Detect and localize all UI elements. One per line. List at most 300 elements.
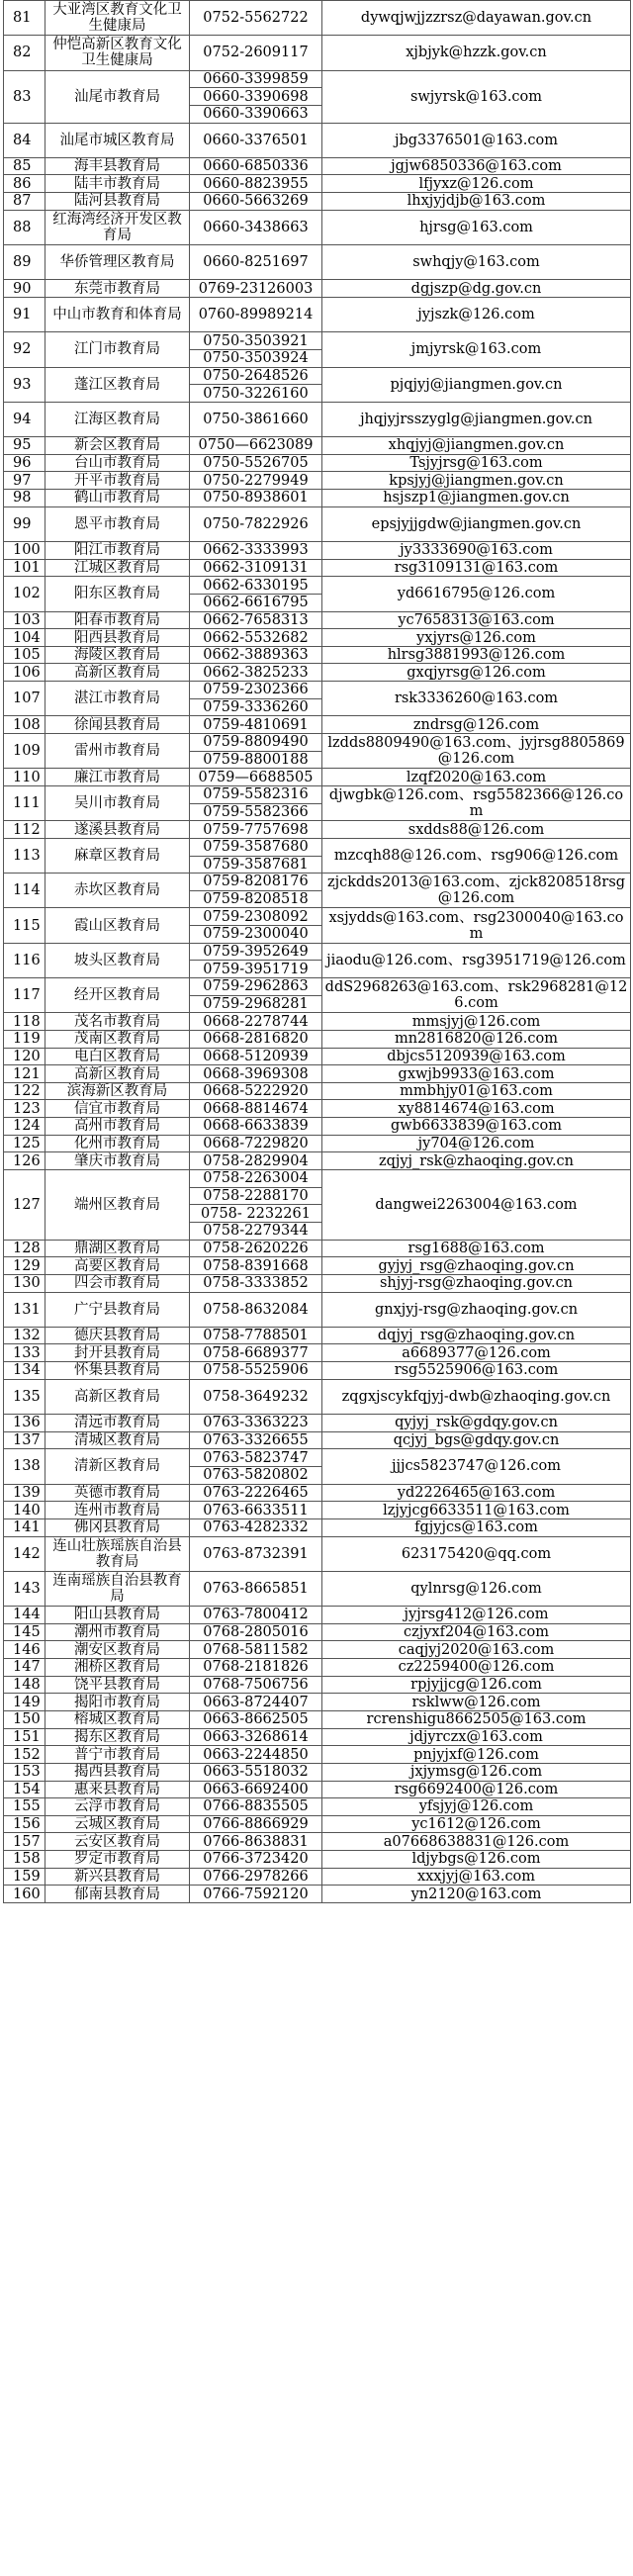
department-name: 信宜市教育局 [45, 1100, 190, 1118]
department-name: 阳江市教育局 [45, 541, 190, 559]
table-row [4, 1030, 631, 1048]
department-name: 四会市教育局 [45, 1274, 190, 1292]
department-name: 饶平县教育局 [45, 1676, 190, 1694]
phone-number: 0759-8809490 [190, 734, 322, 752]
email-address: xy8814674@163.com [322, 1100, 631, 1118]
email-address: zjckdds2013@163.com、zjck8208518rsg@126.com [322, 874, 631, 908]
phone-number: 0759-3587681 [190, 856, 322, 874]
phone-number: 0763-3326655 [190, 1431, 322, 1449]
email-address: jxjymsg@126.com [322, 1763, 631, 1781]
row-number: 123 [4, 1100, 45, 1118]
phone-number: 0759-5582366 [190, 803, 322, 821]
table-row [4, 821, 631, 839]
department-name: 封开县教育局 [45, 1344, 190, 1362]
email-address: rsklww@126.com [322, 1694, 631, 1711]
phone-number: 0758-8632084 [190, 1292, 322, 1327]
table-row [4, 123, 631, 157]
table-row [4, 1746, 631, 1764]
row-number: 157 [4, 1833, 45, 1851]
department-name: 陆河县教育局 [45, 193, 190, 211]
email-address: mzcqh88@126.com、rsg906@126.com [322, 838, 631, 873]
phone-number: 0759-2968281 [190, 995, 322, 1013]
table-row [4, 1815, 631, 1833]
row-number: 135 [4, 1379, 45, 1414]
table-row [4, 1013, 631, 1031]
row-number: 99 [4, 506, 45, 541]
email-address: dangwei2263004@163.com [322, 1170, 631, 1241]
department-name: 阳春市教育局 [45, 611, 190, 629]
phone-number: 0759-3952649 [190, 943, 322, 961]
row-number: 86 [4, 175, 45, 193]
table-row [4, 1362, 631, 1380]
table-row [4, 978, 631, 996]
department-name: 揭阳市教育局 [45, 1694, 190, 1711]
department-name: 遂溪县教育局 [45, 821, 190, 839]
email-address: yc1612@126.com [322, 1815, 631, 1833]
table-row [4, 1118, 631, 1136]
table-row [4, 682, 631, 699]
row-number: 134 [4, 1362, 45, 1380]
table-row [4, 1607, 631, 1624]
email-address: qyjyj_rsk@gdqy.gov.cn [322, 1415, 631, 1432]
row-number: 160 [4, 1886, 45, 1903]
phone-number: 0662-3109131 [190, 559, 322, 577]
row-number: 96 [4, 454, 45, 472]
phone-number: 0758-8391668 [190, 1257, 322, 1275]
row-number: 85 [4, 157, 45, 175]
phone-number: 0768-2805016 [190, 1623, 322, 1641]
row-number: 113 [4, 838, 45, 873]
phone-number: 0660-3390698 [190, 88, 322, 106]
email-address: qcjyj_bgs@gdqy.gov.cn [322, 1431, 631, 1449]
email-address: jyjszk@126.com [322, 297, 631, 331]
phone-number: 0662-3825233 [190, 664, 322, 682]
table-row [4, 297, 631, 331]
row-number: 140 [4, 1502, 45, 1519]
row-number: 122 [4, 1082, 45, 1100]
email-address: xxxjyj@163.com [322, 1868, 631, 1886]
phone-number: 0759-2962863 [190, 978, 322, 996]
department-name: 云浮市教育局 [45, 1798, 190, 1816]
table-row [4, 646, 631, 664]
email-address: rpjyjjcg@126.com [322, 1676, 631, 1694]
table-row [4, 874, 631, 891]
table-row [4, 664, 631, 682]
phone-number: 0759-5582316 [190, 785, 322, 803]
phone-number: 0660-5663269 [190, 193, 322, 211]
email-address: jmjyrsk@163.com [322, 332, 631, 367]
row-number: 151 [4, 1728, 45, 1746]
row-number: 142 [4, 1536, 45, 1571]
email-address: dbjcs5120939@163.com [322, 1048, 631, 1065]
department-name: 廉江市教育局 [45, 769, 190, 786]
phone-number: 0766-2978266 [190, 1868, 322, 1886]
department-name: 恩平市教育局 [45, 506, 190, 541]
phone-number: 0759-3951719 [190, 961, 322, 978]
phone-number: 0763-7800412 [190, 1607, 322, 1624]
email-address: zqgxjscykfqjyj-dwb@zhaoqing.gov.cn [322, 1379, 631, 1414]
department-name: 中山市教育和体育局 [45, 297, 190, 331]
department-name: 高新区教育局 [45, 1065, 190, 1083]
email-address: a07668638831@126.com [322, 1833, 631, 1851]
phone-number: 0759-7757698 [190, 821, 322, 839]
phone-number: 0759-2300040 [190, 926, 322, 944]
email-address: jy3333690@163.com [322, 541, 631, 559]
email-address: jgjw6850336@163.com [322, 157, 631, 175]
department-name: 潮州市教育局 [45, 1623, 190, 1641]
table-row [4, 1431, 631, 1449]
department-name: 罗定市教育局 [45, 1851, 190, 1869]
table-row [4, 1886, 631, 1903]
email-address: qylnrsg@126.com [322, 1571, 631, 1606]
email-address: rsg1688@163.com [322, 1240, 631, 1257]
department-name: 郁南县教育局 [45, 1886, 190, 1903]
email-address: czjyxf204@163.com [322, 1623, 631, 1641]
phone-number: 0663-3268614 [190, 1728, 322, 1746]
phone-number: 0668-5222920 [190, 1082, 322, 1100]
phone-number: 0752-5562722 [190, 1, 322, 36]
table-row [4, 1065, 631, 1083]
department-name: 高要区教育局 [45, 1257, 190, 1275]
department-name: 汕尾市城区教育局 [45, 123, 190, 157]
department-name: 台山市教育局 [45, 454, 190, 472]
email-address: gnxjyj-rsg@zhaoqing.gov.cn [322, 1292, 631, 1327]
department-name: 榕城区教育局 [45, 1710, 190, 1728]
department-name: 新兴县教育局 [45, 1868, 190, 1886]
row-number: 129 [4, 1257, 45, 1275]
email-address: xsjydds@163.com、rsg2300040@163.com [322, 908, 631, 943]
table-row [4, 611, 631, 629]
department-name: 陆丰市教育局 [45, 175, 190, 193]
phone-number: 0758-2288170 [190, 1187, 322, 1205]
row-number: 150 [4, 1710, 45, 1728]
phone-number: 0759-8208176 [190, 874, 322, 891]
department-name: 清远市教育局 [45, 1415, 190, 1432]
row-number: 93 [4, 367, 45, 402]
table-row [4, 1659, 631, 1677]
table-row [4, 280, 631, 298]
department-name: 坡头区教育局 [45, 943, 190, 977]
table-row [4, 36, 631, 70]
row-number: 97 [4, 472, 45, 490]
email-address: mmbhjy01@163.com [322, 1082, 631, 1100]
phone-number: 0662-3889363 [190, 646, 322, 664]
email-address: cz2259400@126.com [322, 1659, 631, 1677]
table-row [4, 1257, 631, 1275]
email-address: pnjyjxf@126.com [322, 1746, 631, 1764]
phone-number: 0750—6623089 [190, 437, 322, 455]
table-row [4, 490, 631, 507]
table-row [4, 1676, 631, 1694]
email-address: rsg5525906@163.com [322, 1362, 631, 1380]
phone-number: 0758-2263004 [190, 1170, 322, 1188]
phone-number: 0662-7658313 [190, 611, 322, 629]
email-address: ddS2968263@163.com、rsk2968281@126.com [322, 978, 631, 1013]
department-name: 湛江市教育局 [45, 682, 190, 716]
email-address: rsg6692400@126.com [322, 1781, 631, 1798]
phone-number: 0759-2308092 [190, 908, 322, 926]
email-address: yxjyrs@126.com [322, 629, 631, 647]
department-name: 广宁县教育局 [45, 1292, 190, 1327]
row-number: 110 [4, 769, 45, 786]
phone-number: 0763-3363223 [190, 1415, 322, 1432]
row-number: 126 [4, 1152, 45, 1170]
phone-number: 0760-89989214 [190, 297, 322, 331]
table-row [4, 175, 631, 193]
department-name: 大亚湾区教育文化卫生健康局 [45, 1, 190, 36]
phone-number: 0660-3376501 [190, 123, 322, 157]
table-row [4, 1851, 631, 1869]
table-row [4, 1502, 631, 1519]
department-name: 阳东区教育局 [45, 577, 190, 611]
table-row [4, 1292, 631, 1327]
row-number: 105 [4, 646, 45, 664]
department-name: 英德市教育局 [45, 1484, 190, 1502]
phone-number: 0766-7592120 [190, 1886, 322, 1903]
department-name: 开平市教育局 [45, 472, 190, 490]
table-row [4, 1274, 631, 1292]
contact-table [3, 0, 631, 1903]
table-row [4, 402, 631, 436]
department-name: 潮安区教育局 [45, 1641, 190, 1659]
email-address: rcrenshigu8662505@163.com [322, 1710, 631, 1728]
department-name: 云城区教育局 [45, 1815, 190, 1833]
table-row [4, 629, 631, 647]
department-name: 连山壮族瑶族自治县教育局 [45, 1536, 190, 1571]
row-number: 119 [4, 1030, 45, 1048]
phone-number: 0668-3969308 [190, 1065, 322, 1083]
table-row [4, 1623, 631, 1641]
phone-number: 0766-8866929 [190, 1815, 322, 1833]
table-row [4, 1449, 631, 1467]
email-address: gxqjyrsg@126.com [322, 664, 631, 682]
email-address: gyjyj_rsg@zhaoqing.gov.cn [322, 1257, 631, 1275]
table-row [4, 1763, 631, 1781]
phone-number: 0750-3503921 [190, 332, 322, 350]
email-address: jjjcs5823747@126.com [322, 1449, 631, 1484]
department-name: 普宁市教育局 [45, 1746, 190, 1764]
row-number: 130 [4, 1274, 45, 1292]
phone-number: 0668-5120939 [190, 1048, 322, 1065]
row-number: 108 [4, 716, 45, 734]
phone-number: 0663-8662505 [190, 1710, 322, 1728]
row-number: 92 [4, 332, 45, 367]
email-address: ldjybgs@126.com [322, 1851, 631, 1869]
row-number: 82 [4, 36, 45, 70]
department-name: 江城区教育局 [45, 559, 190, 577]
department-name: 惠来县教育局 [45, 1781, 190, 1798]
table-row [4, 1, 631, 36]
department-name: 电白区教育局 [45, 1048, 190, 1065]
email-address: hsjszp1@jiangmen.gov.cn [322, 490, 631, 507]
department-name: 霞山区教育局 [45, 908, 190, 943]
phone-number: 0668-6633839 [190, 1118, 322, 1136]
phone-number: 0668-2816820 [190, 1030, 322, 1048]
row-number: 144 [4, 1607, 45, 1624]
row-number: 132 [4, 1327, 45, 1344]
email-address: pjqjyj@jiangmen.gov.cn [322, 367, 631, 402]
email-address: swhqjy@163.com [322, 245, 631, 280]
row-number: 131 [4, 1292, 45, 1327]
email-address: jy704@126.com [322, 1135, 631, 1152]
phone-number: 0750-3861660 [190, 402, 322, 436]
phone-number: 0663-2244850 [190, 1746, 322, 1764]
phone-number: 0758- 2232261 [190, 1205, 322, 1223]
table-row [4, 210, 631, 244]
department-name: 阳山县教育局 [45, 1607, 190, 1624]
table-row [4, 1641, 631, 1659]
email-address: yn2120@163.com [322, 1886, 631, 1903]
email-address: xhqjyj@jiangmen.gov.cn [322, 437, 631, 455]
phone-number: 0758-2829904 [190, 1152, 322, 1170]
row-number: 102 [4, 577, 45, 611]
table-row [4, 838, 631, 856]
email-address: Tsjyjrsg@163.com [322, 454, 631, 472]
table-row [4, 541, 631, 559]
table-row [4, 506, 631, 541]
row-number: 112 [4, 821, 45, 839]
row-number: 90 [4, 280, 45, 298]
row-number: 115 [4, 908, 45, 943]
phone-number: 0663-8724407 [190, 1694, 322, 1711]
row-number: 95 [4, 437, 45, 455]
phone-number: 0662-3333993 [190, 541, 322, 559]
email-address: gxwjb9933@163.com [322, 1065, 631, 1083]
phone-number: 0763-8665851 [190, 1571, 322, 1606]
email-address: lzdds8809490@163.com、jyjrsg8805869@126.com [322, 734, 631, 769]
email-address: dgjszp@dg.gov.cn [322, 280, 631, 298]
phone-number: 0759-3587680 [190, 838, 322, 856]
phone-number: 0662-6616795 [190, 594, 322, 611]
email-address: lzjyjcg6633511@163.com [322, 1502, 631, 1519]
row-number: 94 [4, 402, 45, 436]
table-row [4, 1379, 631, 1414]
department-name: 仲恺高新区教育文化卫生健康局 [45, 36, 190, 70]
phone-number: 0660-3399859 [190, 70, 322, 88]
table-row [4, 716, 631, 734]
row-number: 100 [4, 541, 45, 559]
table-row [4, 1571, 631, 1606]
table-row [4, 472, 631, 490]
table-row [4, 1781, 631, 1798]
row-number: 111 [4, 785, 45, 820]
department-name: 鹤山市教育局 [45, 490, 190, 507]
department-name: 揭西县教育局 [45, 1763, 190, 1781]
table-row [4, 193, 631, 211]
email-address: epsjyjjgdw@jiangmen.gov.cn [322, 506, 631, 541]
table-row [4, 1868, 631, 1886]
email-address: rsg3109131@163.com [322, 559, 631, 577]
department-name: 赤坎区教育局 [45, 874, 190, 908]
row-number: 154 [4, 1781, 45, 1798]
department-name: 蓬江区教育局 [45, 367, 190, 402]
table-row [4, 367, 631, 385]
phone-number: 0750-5526705 [190, 454, 322, 472]
phone-number: 0768-5811582 [190, 1641, 322, 1659]
department-name: 高新区教育局 [45, 1379, 190, 1414]
row-number: 159 [4, 1868, 45, 1886]
row-number: 137 [4, 1431, 45, 1449]
table-row [4, 1833, 631, 1851]
phone-number: 0663-6692400 [190, 1781, 322, 1798]
table-row [4, 1082, 631, 1100]
phone-number: 0752-2609117 [190, 36, 322, 70]
table-row [4, 1536, 631, 1571]
phone-number: 0660-3438663 [190, 210, 322, 244]
table-row [4, 785, 631, 803]
email-address: mmsjyj@126.com [322, 1013, 631, 1031]
department-name: 高新区教育局 [45, 664, 190, 682]
row-number: 91 [4, 297, 45, 331]
email-address: dywqjwjjzzrsz@dayawan.gov.cn [322, 1, 631, 36]
row-number: 121 [4, 1065, 45, 1083]
table-row [4, 245, 631, 280]
table-row [4, 1048, 631, 1065]
department-name: 清城区教育局 [45, 1431, 190, 1449]
row-number: 152 [4, 1746, 45, 1764]
email-address: yd2226465@163.com [322, 1484, 631, 1502]
phone-number: 0758-5525906 [190, 1362, 322, 1380]
email-address: caqjyj2020@163.com [322, 1641, 631, 1659]
table-row [4, 1798, 631, 1816]
row-number: 116 [4, 943, 45, 977]
row-number: 98 [4, 490, 45, 507]
email-address: sxdds88@126.com [322, 821, 631, 839]
phone-number: 0750-3226160 [190, 385, 322, 403]
phone-number: 0758-6689377 [190, 1344, 322, 1362]
email-address: jiaodu@126.com、rsg3951719@126.com [322, 943, 631, 977]
table-row [4, 1694, 631, 1711]
row-number: 156 [4, 1815, 45, 1833]
email-address: yc7658313@163.com [322, 611, 631, 629]
phone-number: 0763-5820802 [190, 1466, 322, 1484]
email-address: mn2816820@126.com [322, 1030, 631, 1048]
department-name: 江门市教育局 [45, 332, 190, 367]
department-name: 肇庆市教育局 [45, 1152, 190, 1170]
email-address: dqjyj_rsg@zhaoqing.gov.cn [322, 1327, 631, 1344]
department-name: 连州市教育局 [45, 1502, 190, 1519]
email-address: jyjrsg412@126.com [322, 1607, 631, 1624]
table-row [4, 1728, 631, 1746]
table-row [4, 1240, 631, 1257]
row-number: 143 [4, 1571, 45, 1606]
phone-number: 0763-6633511 [190, 1502, 322, 1519]
department-name: 连南瑶族自治县教育局 [45, 1571, 190, 1606]
email-address: gwb6633839@163.com [322, 1118, 631, 1136]
row-number: 124 [4, 1118, 45, 1136]
row-number: 104 [4, 629, 45, 647]
department-name: 云安区教育局 [45, 1833, 190, 1851]
row-number: 87 [4, 193, 45, 211]
row-number: 103 [4, 611, 45, 629]
phone-number: 0759—6688505 [190, 769, 322, 786]
table-row [4, 769, 631, 786]
table-row [4, 943, 631, 961]
phone-number: 0763-5823747 [190, 1449, 322, 1467]
phone-number: 0766-8638831 [190, 1833, 322, 1851]
row-number: 89 [4, 245, 45, 280]
department-name: 江海区教育局 [45, 402, 190, 436]
department-name: 华侨管理区教育局 [45, 245, 190, 280]
email-address: swjyrsk@163.com [322, 70, 631, 123]
email-address: zndrsg@126.com [322, 716, 631, 734]
phone-number: 0660-6850336 [190, 157, 322, 175]
phone-number: 0759-3336260 [190, 698, 322, 716]
row-number: 153 [4, 1763, 45, 1781]
table-row [4, 437, 631, 455]
phone-number: 0750-7822926 [190, 506, 322, 541]
phone-number: 0660-8251697 [190, 245, 322, 280]
